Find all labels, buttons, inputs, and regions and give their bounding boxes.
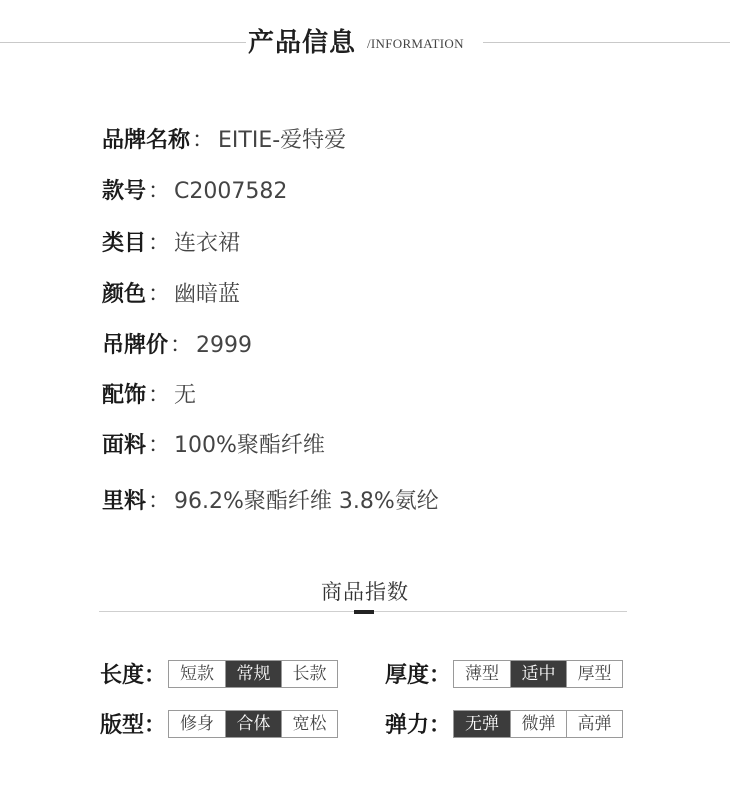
option-fitted-selected: 合体 [225, 711, 281, 737]
header-divider-right [483, 42, 730, 43]
index-label: 弹力： [385, 713, 452, 738]
spec-row-brand [102, 126, 346, 156]
option-regular-selected: 常规 [225, 661, 281, 687]
index-row-length [100, 658, 338, 689]
option-slight-stretch: 微弹 [510, 711, 566, 737]
spec-separator: ： [170, 333, 193, 358]
section-title: 产品信息 [248, 28, 357, 58]
spec-value: 幽暗蓝 [174, 282, 241, 307]
spec-row-accessories [102, 381, 196, 411]
spec-separator: ： [148, 282, 171, 307]
spec-row-style-number [102, 177, 287, 207]
spec-row-category [102, 229, 240, 259]
spec-row-color [102, 280, 240, 310]
section-subtitle: /INFORMATION [367, 36, 464, 51]
index-row-elasticity [385, 708, 623, 739]
spec-label: 配饰 [102, 383, 147, 408]
option-loose: 宽松 [281, 711, 337, 737]
spec-row-lining [102, 487, 439, 517]
spec-separator: ： [148, 433, 171, 458]
option-short: 短款 [169, 661, 225, 687]
spec-label: 类目 [102, 231, 147, 256]
spec-label: 里料 [102, 489, 147, 514]
spec-value: 100%聚酯纤维 [174, 433, 325, 458]
spec-separator: ： [148, 489, 171, 514]
index-section-title: 商品指数 [321, 580, 409, 604]
option-thin: 薄型 [454, 661, 510, 687]
length-options [168, 660, 338, 688]
spec-separator: ： [148, 231, 171, 256]
index-divider-accent [354, 610, 374, 614]
option-long: 长款 [281, 661, 337, 687]
index-row-thickness [385, 658, 623, 689]
option-no-stretch-selected: 无弹 [454, 711, 510, 737]
spec-separator: ： [148, 179, 171, 204]
spec-separator: ： [192, 128, 215, 153]
header-divider-left [0, 42, 246, 43]
fit-options [168, 710, 338, 738]
option-high-stretch: 高弹 [566, 711, 622, 737]
index-label: 长度： [100, 663, 167, 688]
spec-value: 96.2%聚酯纤维 3.8%氨纶 [174, 489, 439, 514]
index-label: 厚度： [385, 663, 452, 688]
option-thick: 厚型 [566, 661, 622, 687]
spec-row-fabric [102, 431, 325, 461]
index-label: 版型： [100, 713, 167, 738]
spec-value: EITIE-爱特爱 [218, 128, 347, 153]
spec-label: 品牌名称 [102, 128, 191, 153]
option-slim: 修身 [169, 711, 225, 737]
spec-value: 无 [174, 383, 197, 408]
spec-value: 连衣裙 [174, 231, 241, 256]
spec-label: 面料 [102, 433, 147, 458]
spec-label: 吊牌价 [102, 333, 169, 358]
index-row-fit [100, 708, 338, 739]
spec-separator: ： [148, 383, 171, 408]
thickness-options [453, 660, 623, 688]
spec-row-price [102, 331, 252, 361]
spec-value: 2999 [196, 333, 253, 358]
option-medium-selected: 适中 [510, 661, 566, 687]
elasticity-options [453, 710, 623, 738]
spec-label: 款号 [102, 179, 147, 204]
spec-value: C2007582 [174, 179, 288, 204]
spec-label: 颜色 [102, 282, 147, 307]
